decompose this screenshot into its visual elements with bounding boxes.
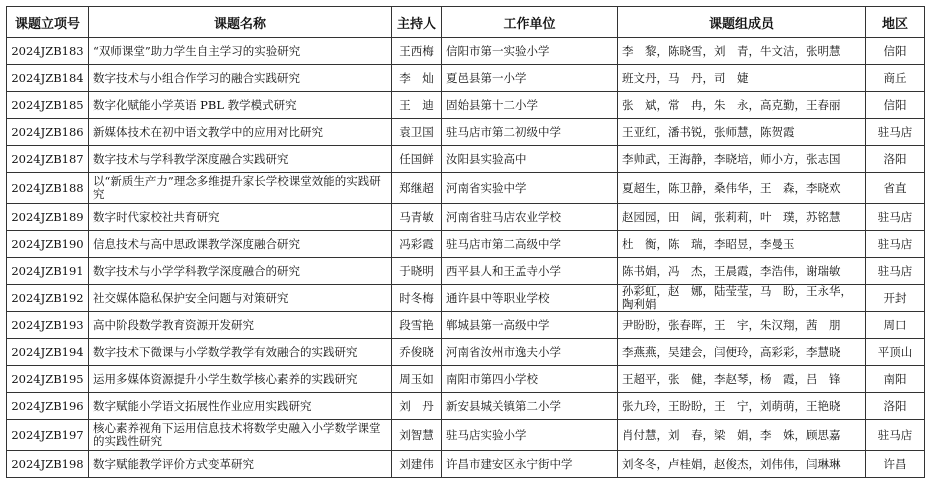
host-cell: 郑继超 <box>392 173 442 204</box>
table-row <box>7 65 925 92</box>
host-cell: 王 迪 <box>392 92 442 119</box>
project-name-cell: 运用多媒体资源提升小学生数学核心素养的实践研究 <box>89 366 392 393</box>
host-cell: 李 灿 <box>392 65 442 92</box>
project-id-cell: 2024JZB197 <box>7 420 89 451</box>
members-cell: 夏超生，陈卫静，桑伟华，王 森，李晓欢 <box>618 173 866 204</box>
table-row <box>7 366 925 393</box>
header-project-id: 课题立项号 <box>7 7 89 38</box>
project-name-cell: 高中阶段数学教育资源开发研究 <box>89 312 392 339</box>
region-cell: 周口 <box>866 312 925 339</box>
project-table-container <box>6 6 925 478</box>
project-id-cell: 2024JZB185 <box>7 92 89 119</box>
table-row <box>7 285 925 312</box>
table-row <box>7 119 925 146</box>
host-cell: 刘建伟 <box>392 451 442 478</box>
work-unit-cell: 郸城县第一高级中学 <box>442 312 618 339</box>
table-row <box>7 339 925 366</box>
header-work-unit: 工作单位 <box>442 7 618 38</box>
work-unit-cell: 新安县城关镇第二小学 <box>442 393 618 420</box>
table-row <box>7 312 925 339</box>
project-id-cell: 2024JZB184 <box>7 65 89 92</box>
members-cell: 孙彩虹，赵 娜，陆莹莹，马 盼，王永华，陶利娟 <box>618 285 866 312</box>
region-cell: 驻马店 <box>866 258 925 285</box>
host-cell: 于晓明 <box>392 258 442 285</box>
table-row <box>7 420 925 451</box>
region-cell: 信阳 <box>866 38 925 65</box>
project-name-cell: 新媒体技术在初中语文教学中的应用对比研究 <box>89 119 392 146</box>
region-cell: 洛阳 <box>866 393 925 420</box>
header-host: 主持人 <box>392 7 442 38</box>
region-cell: 驻马店 <box>866 119 925 146</box>
project-name-cell: 社交媒体隐私保护安全问题与对策研究 <box>89 285 392 312</box>
project-id-cell: 2024JZB187 <box>7 146 89 173</box>
project-name-cell: 数字赋能教学评价方式变革研究 <box>89 451 392 478</box>
project-id-cell: 2024JZB196 <box>7 393 89 420</box>
project-name-cell: 核心素养视角下运用信息技术将数学史融入小学数学课堂的实践性研究 <box>89 420 392 451</box>
work-unit-cell: 驻马店市第二高级中学 <box>442 231 618 258</box>
project-name-cell: “双师课堂”助力学生自主学习的实验研究 <box>89 38 392 65</box>
host-cell: 任国鲜 <box>392 146 442 173</box>
table-row <box>7 173 925 204</box>
work-unit-cell: 南阳市第四小学校 <box>442 366 618 393</box>
header-region: 地区 <box>866 7 925 38</box>
table-row <box>7 231 925 258</box>
region-cell: 驻马店 <box>866 204 925 231</box>
project-id-cell: 2024JZB198 <box>7 451 89 478</box>
table-row <box>7 38 925 65</box>
project-name-cell: 以“新质生产力”理念多维提升家长学校课堂效能的实践研究 <box>89 173 392 204</box>
project-id-cell: 2024JZB194 <box>7 339 89 366</box>
project-name-cell: 数字技术与学科教学深度融合实践研究 <box>89 146 392 173</box>
region-cell: 南阳 <box>866 366 925 393</box>
project-id-cell: 2024JZB192 <box>7 285 89 312</box>
host-cell: 冯彩霞 <box>392 231 442 258</box>
work-unit-cell: 信阳市第一实验小学 <box>442 38 618 65</box>
project-id-cell: 2024JZB186 <box>7 119 89 146</box>
project-id-cell: 2024JZB195 <box>7 366 89 393</box>
work-unit-cell: 汝阳县实验高中 <box>442 146 618 173</box>
host-cell: 时冬梅 <box>392 285 442 312</box>
region-cell: 平顶山 <box>866 339 925 366</box>
host-cell: 刘智慧 <box>392 420 442 451</box>
region-cell: 省直 <box>866 173 925 204</box>
work-unit-cell: 驻马店实验小学 <box>442 420 618 451</box>
host-cell: 周玉如 <box>392 366 442 393</box>
members-cell: 赵园园，田 阔，张莉莉，叶 璞，苏铭慧 <box>618 204 866 231</box>
project-name-cell: 数字技术与小组合作学习的融合实践研究 <box>89 65 392 92</box>
members-cell: 李燕燕，吴建会，闫便玲，高彩彩，李慧晓 <box>618 339 866 366</box>
region-cell: 许昌 <box>866 451 925 478</box>
members-cell: 陈书娟，冯 杰，王晨霞，李浩伟，谢瑞敏 <box>618 258 866 285</box>
region-cell: 信阳 <box>866 92 925 119</box>
project-id-cell: 2024JZB183 <box>7 38 89 65</box>
region-cell: 开封 <box>866 285 925 312</box>
project-name-cell: 数字赋能小学语文拓展性作业应用实践研究 <box>89 393 392 420</box>
header-project-name: 课题名称 <box>89 7 392 38</box>
project-name-cell: 数字技术与小学学科教学深度融合的研究 <box>89 258 392 285</box>
table-row <box>7 146 925 173</box>
work-unit-cell: 西平县人和王孟寺小学 <box>442 258 618 285</box>
members-cell: 肖付慧，刘 春，梁 娟，李 姝，顾思嘉 <box>618 420 866 451</box>
table-row <box>7 204 925 231</box>
work-unit-cell: 夏邑县第一小学 <box>442 65 618 92</box>
project-name-cell: 数字化赋能小学英语 PBL 教学模式研究 <box>89 92 392 119</box>
host-cell: 刘 丹 <box>392 393 442 420</box>
table-row <box>7 393 925 420</box>
work-unit-cell: 河南省汝州市逸夫小学 <box>442 339 618 366</box>
host-cell: 王西梅 <box>392 38 442 65</box>
members-cell: 尹盼盼，张春晖，王 宇，朱汉翔，茜 朋 <box>618 312 866 339</box>
members-cell: 李 黎，陈晓雪，刘 青，牛文洁，张明慧 <box>618 38 866 65</box>
region-cell: 商丘 <box>866 65 925 92</box>
project-name-cell: 数字技术下微课与小学数学教学有效融合的实践研究 <box>89 339 392 366</box>
work-unit-cell: 驻马店市第二初级中学 <box>442 119 618 146</box>
table-row <box>7 451 925 478</box>
table-header-row <box>7 7 925 38</box>
members-cell: 杜 衡，陈 瑞，李昭昱，李曼玉 <box>618 231 866 258</box>
work-unit-cell: 通许县中等职业学校 <box>442 285 618 312</box>
header-members: 课题组成员 <box>618 7 866 38</box>
project-name-cell: 数字时代家校社共育研究 <box>89 204 392 231</box>
project-id-cell: 2024JZB189 <box>7 204 89 231</box>
work-unit-cell: 许昌市建安区永宁街中学 <box>442 451 618 478</box>
members-cell: 张 斌，常 冉，朱 永，高克勤，王春丽 <box>618 92 866 119</box>
project-table <box>6 6 925 478</box>
host-cell: 段雪艳 <box>392 312 442 339</box>
members-cell: 刘冬冬，卢桂娟，赵俊杰，刘伟伟，闫琳琳 <box>618 451 866 478</box>
project-id-cell: 2024JZB188 <box>7 173 89 204</box>
host-cell: 乔俊晓 <box>392 339 442 366</box>
members-cell: 王亚红，潘书锐，张师慧，陈贺霞 <box>618 119 866 146</box>
work-unit-cell: 固始县第十二小学 <box>442 92 618 119</box>
work-unit-cell: 河南省实验中学 <box>442 173 618 204</box>
project-id-cell: 2024JZB190 <box>7 231 89 258</box>
region-cell: 洛阳 <box>866 146 925 173</box>
project-name-cell: 信息技术与高中思政课教学深度融合研究 <box>89 231 392 258</box>
region-cell: 驻马店 <box>866 420 925 451</box>
members-cell: 王超平，张 健，李赵琴，杨 霞，吕 锋 <box>618 366 866 393</box>
host-cell: 袁卫国 <box>392 119 442 146</box>
work-unit-cell: 河南省驻马店农业学校 <box>442 204 618 231</box>
table-row <box>7 92 925 119</box>
members-cell: 李帅武，王海静，李晓培，师小方，张志国 <box>618 146 866 173</box>
members-cell: 张九玲，王盼盼，王 宁，刘萌萌，王艳晓 <box>618 393 866 420</box>
region-cell: 驻马店 <box>866 231 925 258</box>
project-id-cell: 2024JZB193 <box>7 312 89 339</box>
project-id-cell: 2024JZB191 <box>7 258 89 285</box>
members-cell: 班文丹，马 丹，司 婕 <box>618 65 866 92</box>
host-cell: 马青敏 <box>392 204 442 231</box>
table-row <box>7 258 925 285</box>
